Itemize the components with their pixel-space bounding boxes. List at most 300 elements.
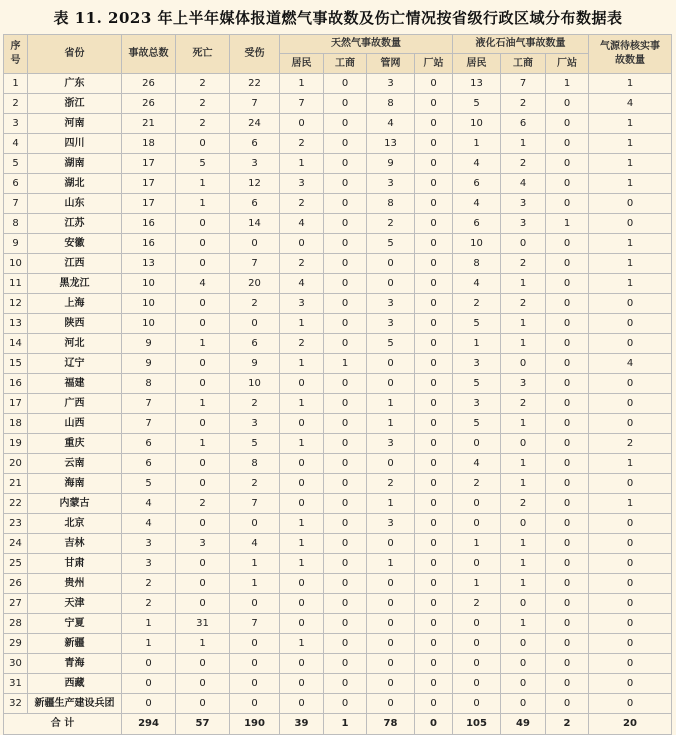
cell-seq: 16 xyxy=(4,374,28,394)
cell-lpg-residential: 5 xyxy=(453,374,501,394)
header-ng-station: 厂站 xyxy=(415,54,453,74)
cell-province: 贵州 xyxy=(28,574,122,594)
cell-seq: 10 xyxy=(4,254,28,274)
cell-province: 广西 xyxy=(28,394,122,414)
table-row xyxy=(4,634,672,654)
cell-lpg-residential: 10 xyxy=(453,114,501,134)
cell-lpg-commercial: 1 xyxy=(501,414,546,434)
cell-ng-residential: 1 xyxy=(280,514,324,534)
cell-lpg-station: 0 xyxy=(546,394,589,414)
cell-ng-station: 0 xyxy=(415,334,453,354)
cell-injured: 10 xyxy=(230,374,280,394)
header-injured: 受伤 xyxy=(230,35,280,74)
cell-ng-pipeline: 4 xyxy=(367,114,415,134)
cell-deaths: 0 xyxy=(176,574,230,594)
cell-total: 9 xyxy=(122,354,176,374)
cell-lpg-residential: 2 xyxy=(453,474,501,494)
cell-ng-station: 0 xyxy=(415,354,453,374)
cell-province: 河北 xyxy=(28,334,122,354)
cell-seq: 13 xyxy=(4,314,28,334)
cell-ng-station: 0 xyxy=(415,174,453,194)
cell-seq: 32 xyxy=(4,694,28,714)
cell-lpg-station: 0 xyxy=(546,254,589,274)
cell-injured: 0 xyxy=(230,694,280,714)
cell-injured: 0 xyxy=(230,674,280,694)
cell-ng-residential: 0 xyxy=(280,234,324,254)
cell-pending: 0 xyxy=(589,214,672,234)
cell-ng-station: 0 xyxy=(415,114,453,134)
cell-lpg-station: 0 xyxy=(546,94,589,114)
cell-lpg-commercial: 0 xyxy=(501,594,546,614)
cell-seq: 21 xyxy=(4,474,28,494)
cell-pending: 0 xyxy=(589,594,672,614)
cell-total: 1 xyxy=(122,634,176,654)
cell-deaths: 31 xyxy=(176,614,230,634)
cell-province: 黑龙江 xyxy=(28,274,122,294)
cell-injured: 3 xyxy=(230,414,280,434)
cell-lpg-station: 0 xyxy=(546,294,589,314)
cell-seq: 6 xyxy=(4,174,28,194)
cell-ng-pipeline: 0 xyxy=(367,374,415,394)
cell-ng-residential: 1 xyxy=(280,534,324,554)
cell-total: 10 xyxy=(122,294,176,314)
cell-lpg-commercial: 0 xyxy=(501,634,546,654)
cell-lpg-residential: 1 xyxy=(453,574,501,594)
cell-lpg-residential: 3 xyxy=(453,394,501,414)
cell-total: 17 xyxy=(122,154,176,174)
cell-deaths: 4 xyxy=(176,274,230,294)
cell-lpg-residential: 5 xyxy=(453,314,501,334)
cell-ng-station: 0 xyxy=(415,474,453,494)
cell-ng-residential: 4 xyxy=(280,274,324,294)
cell-ng-pipeline: 0 xyxy=(367,534,415,554)
cell-province: 广东 xyxy=(28,74,122,94)
cell-total: 0 xyxy=(122,694,176,714)
cell-seq: 1 xyxy=(4,74,28,94)
cell-ng-commercial: 0 xyxy=(324,434,367,454)
cell-deaths: 2 xyxy=(176,74,230,94)
cell-injured: 7 xyxy=(230,94,280,114)
cell-ng-pipeline: 1 xyxy=(367,554,415,574)
cell-seq: 27 xyxy=(4,594,28,614)
cell-ng-pipeline: 0 xyxy=(367,254,415,274)
cell-injured: 6 xyxy=(230,134,280,154)
totals-pending: 20 xyxy=(589,714,672,735)
cell-lpg-commercial: 0 xyxy=(501,354,546,374)
page-title: 表 11. 2023 年上半年媒体报道燃气事故数及伤亡情况按省级行政区域分布数据表 xyxy=(53,9,623,27)
cell-lpg-commercial: 1 xyxy=(501,274,546,294)
header-natural-gas: 天然气事故数量 xyxy=(280,35,453,54)
cell-deaths: 0 xyxy=(176,594,230,614)
header-total: 事故总数 xyxy=(122,35,176,74)
cell-ng-commercial: 0 xyxy=(324,334,367,354)
cell-seq: 2 xyxy=(4,94,28,114)
cell-deaths: 5 xyxy=(176,154,230,174)
cell-ng-residential: 1 xyxy=(280,314,324,334)
cell-ng-commercial: 0 xyxy=(324,154,367,174)
cell-total: 26 xyxy=(122,94,176,114)
cell-ng-pipeline: 1 xyxy=(367,494,415,514)
cell-ng-station: 0 xyxy=(415,214,453,234)
cell-ng-station: 0 xyxy=(415,454,453,474)
header-row-groups xyxy=(4,35,672,54)
cell-seq: 17 xyxy=(4,394,28,414)
cell-lpg-station: 0 xyxy=(546,334,589,354)
table-row xyxy=(4,654,672,674)
cell-lpg-residential: 0 xyxy=(453,674,501,694)
cell-lpg-residential: 0 xyxy=(453,654,501,674)
cell-ng-commercial: 0 xyxy=(324,394,367,414)
cell-ng-station: 0 xyxy=(415,574,453,594)
cell-deaths: 1 xyxy=(176,434,230,454)
cell-lpg-commercial: 1 xyxy=(501,314,546,334)
cell-province: 福建 xyxy=(28,374,122,394)
cell-ng-residential: 0 xyxy=(280,114,324,134)
cell-pending: 1 xyxy=(589,114,672,134)
cell-pending: 1 xyxy=(589,134,672,154)
header-ng-residential: 居民 xyxy=(280,54,324,74)
header-lpg-station: 厂站 xyxy=(546,54,589,74)
cell-lpg-station: 0 xyxy=(546,614,589,634)
cell-seq: 22 xyxy=(4,494,28,514)
cell-deaths: 1 xyxy=(176,394,230,414)
cell-ng-pipeline: 0 xyxy=(367,614,415,634)
cell-lpg-commercial: 2 xyxy=(501,394,546,414)
cell-ng-station: 0 xyxy=(415,94,453,114)
cell-lpg-residential: 2 xyxy=(453,294,501,314)
cell-lpg-residential: 0 xyxy=(453,554,501,574)
cell-ng-pipeline: 3 xyxy=(367,294,415,314)
cell-lpg-residential: 4 xyxy=(453,274,501,294)
cell-province: 浙江 xyxy=(28,94,122,114)
cell-injured: 7 xyxy=(230,254,280,274)
cell-deaths: 0 xyxy=(176,294,230,314)
cell-total: 2 xyxy=(122,574,176,594)
cell-province: 吉林 xyxy=(28,534,122,554)
cell-lpg-residential: 6 xyxy=(453,174,501,194)
cell-ng-commercial: 0 xyxy=(324,694,367,714)
cell-ng-station: 0 xyxy=(415,694,453,714)
cell-province: 新疆 xyxy=(28,634,122,654)
cell-lpg-commercial: 1 xyxy=(501,574,546,594)
cell-ng-station: 0 xyxy=(415,654,453,674)
cell-lpg-commercial: 2 xyxy=(501,94,546,114)
cell-ng-station: 0 xyxy=(415,274,453,294)
cell-ng-pipeline: 5 xyxy=(367,234,415,254)
cell-ng-pipeline: 8 xyxy=(367,194,415,214)
cell-lpg-station: 0 xyxy=(546,634,589,654)
cell-ng-commercial: 0 xyxy=(324,514,367,534)
cell-deaths: 0 xyxy=(176,474,230,494)
cell-lpg-residential: 0 xyxy=(453,614,501,634)
table-row xyxy=(4,234,672,254)
cell-lpg-residential: 4 xyxy=(453,154,501,174)
cell-lpg-station: 1 xyxy=(546,74,589,94)
cell-lpg-residential: 1 xyxy=(453,534,501,554)
cell-pending: 0 xyxy=(589,294,672,314)
cell-lpg-commercial: 1 xyxy=(501,454,546,474)
cell-total: 16 xyxy=(122,214,176,234)
cell-ng-station: 0 xyxy=(415,434,453,454)
cell-lpg-commercial: 2 xyxy=(501,494,546,514)
cell-lpg-residential: 10 xyxy=(453,234,501,254)
cell-lpg-residential: 1 xyxy=(453,334,501,354)
totals-ng-station: 0 xyxy=(415,714,453,735)
cell-pending: 1 xyxy=(589,274,672,294)
table-row xyxy=(4,694,672,714)
cell-total: 13 xyxy=(122,254,176,274)
cell-ng-commercial: 0 xyxy=(324,74,367,94)
cell-ng-commercial: 0 xyxy=(324,494,367,514)
cell-ng-residential: 1 xyxy=(280,74,324,94)
cell-seq: 23 xyxy=(4,514,28,534)
totals-ng-pipeline: 78 xyxy=(367,714,415,735)
cell-ng-pipeline: 0 xyxy=(367,634,415,654)
totals-ng-commercial: 1 xyxy=(324,714,367,735)
header-ng-commercial: 工商 xyxy=(324,54,367,74)
cell-ng-residential: 0 xyxy=(280,574,324,594)
cell-lpg-station: 0 xyxy=(546,234,589,254)
table-row xyxy=(4,674,672,694)
cell-total: 3 xyxy=(122,554,176,574)
cell-lpg-residential: 0 xyxy=(453,634,501,654)
cell-total: 3 xyxy=(122,534,176,554)
cell-ng-pipeline: 0 xyxy=(367,674,415,694)
cell-province: 湖北 xyxy=(28,174,122,194)
cell-lpg-station: 0 xyxy=(546,194,589,214)
accident-data-table xyxy=(3,34,672,735)
cell-ng-residential: 1 xyxy=(280,634,324,654)
table-row xyxy=(4,594,672,614)
cell-seq: 15 xyxy=(4,354,28,374)
cell-total: 16 xyxy=(122,234,176,254)
cell-deaths: 1 xyxy=(176,194,230,214)
cell-pending: 4 xyxy=(589,94,672,114)
cell-province: 海南 xyxy=(28,474,122,494)
cell-lpg-commercial: 2 xyxy=(501,154,546,174)
cell-ng-residential: 4 xyxy=(280,214,324,234)
totals-lpg-residential: 105 xyxy=(453,714,501,735)
cell-ng-residential: 0 xyxy=(280,474,324,494)
cell-ng-commercial: 0 xyxy=(324,374,367,394)
cell-province: 青海 xyxy=(28,654,122,674)
cell-deaths: 0 xyxy=(176,694,230,714)
cell-ng-pipeline: 1 xyxy=(367,394,415,414)
cell-ng-commercial: 0 xyxy=(324,614,367,634)
cell-injured: 0 xyxy=(230,314,280,334)
cell-ng-commercial: 0 xyxy=(324,114,367,134)
cell-seq: 25 xyxy=(4,554,28,574)
cell-seq: 24 xyxy=(4,534,28,554)
cell-injured: 0 xyxy=(230,634,280,654)
table-row xyxy=(4,194,672,214)
cell-seq: 20 xyxy=(4,454,28,474)
cell-injured: 0 xyxy=(230,234,280,254)
table-row xyxy=(4,74,672,94)
cell-ng-residential: 0 xyxy=(280,494,324,514)
cell-total: 6 xyxy=(122,434,176,454)
cell-ng-residential: 1 xyxy=(280,354,324,374)
cell-lpg-residential: 0 xyxy=(453,434,501,454)
cell-total: 1 xyxy=(122,614,176,634)
cell-deaths: 0 xyxy=(176,414,230,434)
table-row xyxy=(4,174,672,194)
cell-ng-residential: 2 xyxy=(280,194,324,214)
cell-deaths: 0 xyxy=(176,214,230,234)
cell-injured: 12 xyxy=(230,174,280,194)
cell-ng-residential: 0 xyxy=(280,694,324,714)
cell-lpg-commercial: 0 xyxy=(501,434,546,454)
cell-pending: 0 xyxy=(589,574,672,594)
cell-province: 山东 xyxy=(28,194,122,214)
cell-deaths: 0 xyxy=(176,254,230,274)
cell-lpg-station: 0 xyxy=(546,414,589,434)
cell-seq: 30 xyxy=(4,654,28,674)
cell-pending: 0 xyxy=(589,334,672,354)
cell-lpg-commercial: 2 xyxy=(501,294,546,314)
cell-injured: 4 xyxy=(230,534,280,554)
cell-ng-commercial: 0 xyxy=(324,574,367,594)
cell-ng-pipeline: 3 xyxy=(367,434,415,454)
cell-seq: 8 xyxy=(4,214,28,234)
cell-pending: 0 xyxy=(589,674,672,694)
cell-ng-pipeline: 0 xyxy=(367,354,415,374)
table-row xyxy=(4,334,672,354)
header-lpg: 液化石油气事故数量 xyxy=(453,35,589,54)
cell-lpg-station: 0 xyxy=(546,434,589,454)
cell-province: 上海 xyxy=(28,294,122,314)
cell-lpg-commercial: 6 xyxy=(501,114,546,134)
cell-lpg-station: 0 xyxy=(546,354,589,374)
cell-pending: 0 xyxy=(589,474,672,494)
cell-ng-residential: 2 xyxy=(280,254,324,274)
cell-ng-station: 0 xyxy=(415,374,453,394)
cell-pending: 0 xyxy=(589,534,672,554)
cell-lpg-station: 0 xyxy=(546,594,589,614)
cell-injured: 14 xyxy=(230,214,280,234)
cell-province: 安徽 xyxy=(28,234,122,254)
cell-ng-residential: 0 xyxy=(280,614,324,634)
cell-ng-residential: 0 xyxy=(280,674,324,694)
cell-lpg-station: 0 xyxy=(546,554,589,574)
cell-pending: 0 xyxy=(589,634,672,654)
cell-province: 西藏 xyxy=(28,674,122,694)
cell-ng-station: 0 xyxy=(415,194,453,214)
cell-total: 7 xyxy=(122,394,176,414)
cell-province: 山西 xyxy=(28,414,122,434)
cell-ng-station: 0 xyxy=(415,534,453,554)
cell-injured: 7 xyxy=(230,494,280,514)
cell-lpg-station: 0 xyxy=(546,534,589,554)
cell-ng-station: 0 xyxy=(415,234,453,254)
cell-total: 10 xyxy=(122,274,176,294)
cell-lpg-station: 0 xyxy=(546,674,589,694)
cell-province: 新疆生产建设兵团 xyxy=(28,694,122,714)
cell-ng-residential: 0 xyxy=(280,654,324,674)
cell-lpg-station: 0 xyxy=(546,274,589,294)
cell-ng-pipeline: 0 xyxy=(367,454,415,474)
cell-lpg-station: 0 xyxy=(546,574,589,594)
cell-ng-commercial: 0 xyxy=(324,254,367,274)
cell-lpg-residential: 8 xyxy=(453,254,501,274)
cell-ng-commercial: 0 xyxy=(324,634,367,654)
cell-province: 重庆 xyxy=(28,434,122,454)
cell-ng-pipeline: 0 xyxy=(367,274,415,294)
cell-total: 10 xyxy=(122,314,176,334)
cell-ng-residential: 3 xyxy=(280,294,324,314)
totals-row xyxy=(4,714,672,735)
cell-lpg-station: 0 xyxy=(546,154,589,174)
cell-injured: 3 xyxy=(230,154,280,174)
cell-seq: 7 xyxy=(4,194,28,214)
totals-injured: 190 xyxy=(230,714,280,735)
cell-ng-pipeline: 3 xyxy=(367,174,415,194)
cell-lpg-commercial: 1 xyxy=(501,554,546,574)
cell-lpg-residential: 4 xyxy=(453,454,501,474)
cell-ng-residential: 1 xyxy=(280,154,324,174)
cell-total: 5 xyxy=(122,474,176,494)
cell-ng-station: 0 xyxy=(415,254,453,274)
cell-ng-station: 0 xyxy=(415,314,453,334)
cell-province: 江西 xyxy=(28,254,122,274)
cell-lpg-commercial: 7 xyxy=(501,74,546,94)
table-row xyxy=(4,314,672,334)
cell-lpg-residential: 6 xyxy=(453,214,501,234)
table-row xyxy=(4,94,672,114)
table-row xyxy=(4,494,672,514)
cell-lpg-residential: 4 xyxy=(453,194,501,214)
cell-lpg-station: 0 xyxy=(546,174,589,194)
cell-injured: 9 xyxy=(230,354,280,374)
cell-lpg-residential: 2 xyxy=(453,594,501,614)
cell-pending: 0 xyxy=(589,394,672,414)
cell-lpg-station: 0 xyxy=(546,374,589,394)
cell-province: 北京 xyxy=(28,514,122,534)
cell-ng-residential: 0 xyxy=(280,454,324,474)
cell-ng-station: 0 xyxy=(415,154,453,174)
cell-lpg-commercial: 0 xyxy=(501,514,546,534)
table-body xyxy=(4,74,672,714)
header-pending xyxy=(589,35,672,74)
cell-lpg-station: 0 xyxy=(546,134,589,154)
cell-deaths: 0 xyxy=(176,554,230,574)
header-lpg-residential: 居民 xyxy=(453,54,501,74)
cell-total: 18 xyxy=(122,134,176,154)
cell-province: 内蒙古 xyxy=(28,494,122,514)
cell-injured: 1 xyxy=(230,574,280,594)
cell-ng-commercial: 0 xyxy=(324,534,367,554)
header-lpg-commercial: 工商 xyxy=(501,54,546,74)
cell-total: 0 xyxy=(122,654,176,674)
cell-lpg-commercial: 1 xyxy=(501,134,546,154)
cell-injured: 0 xyxy=(230,594,280,614)
cell-ng-residential: 1 xyxy=(280,394,324,414)
cell-ng-residential: 3 xyxy=(280,174,324,194)
cell-ng-pipeline: 3 xyxy=(367,514,415,534)
cell-deaths: 0 xyxy=(176,354,230,374)
cell-ng-pipeline: 3 xyxy=(367,74,415,94)
header-province: 省份 xyxy=(28,35,122,74)
cell-lpg-commercial: 0 xyxy=(501,654,546,674)
cell-ng-pipeline: 5 xyxy=(367,334,415,354)
cell-ng-commercial: 0 xyxy=(324,94,367,114)
cell-injured: 2 xyxy=(230,294,280,314)
table-row xyxy=(4,614,672,634)
cell-deaths: 2 xyxy=(176,494,230,514)
cell-deaths: 2 xyxy=(176,94,230,114)
table-row xyxy=(4,414,672,434)
cell-ng-commercial: 0 xyxy=(324,454,367,474)
